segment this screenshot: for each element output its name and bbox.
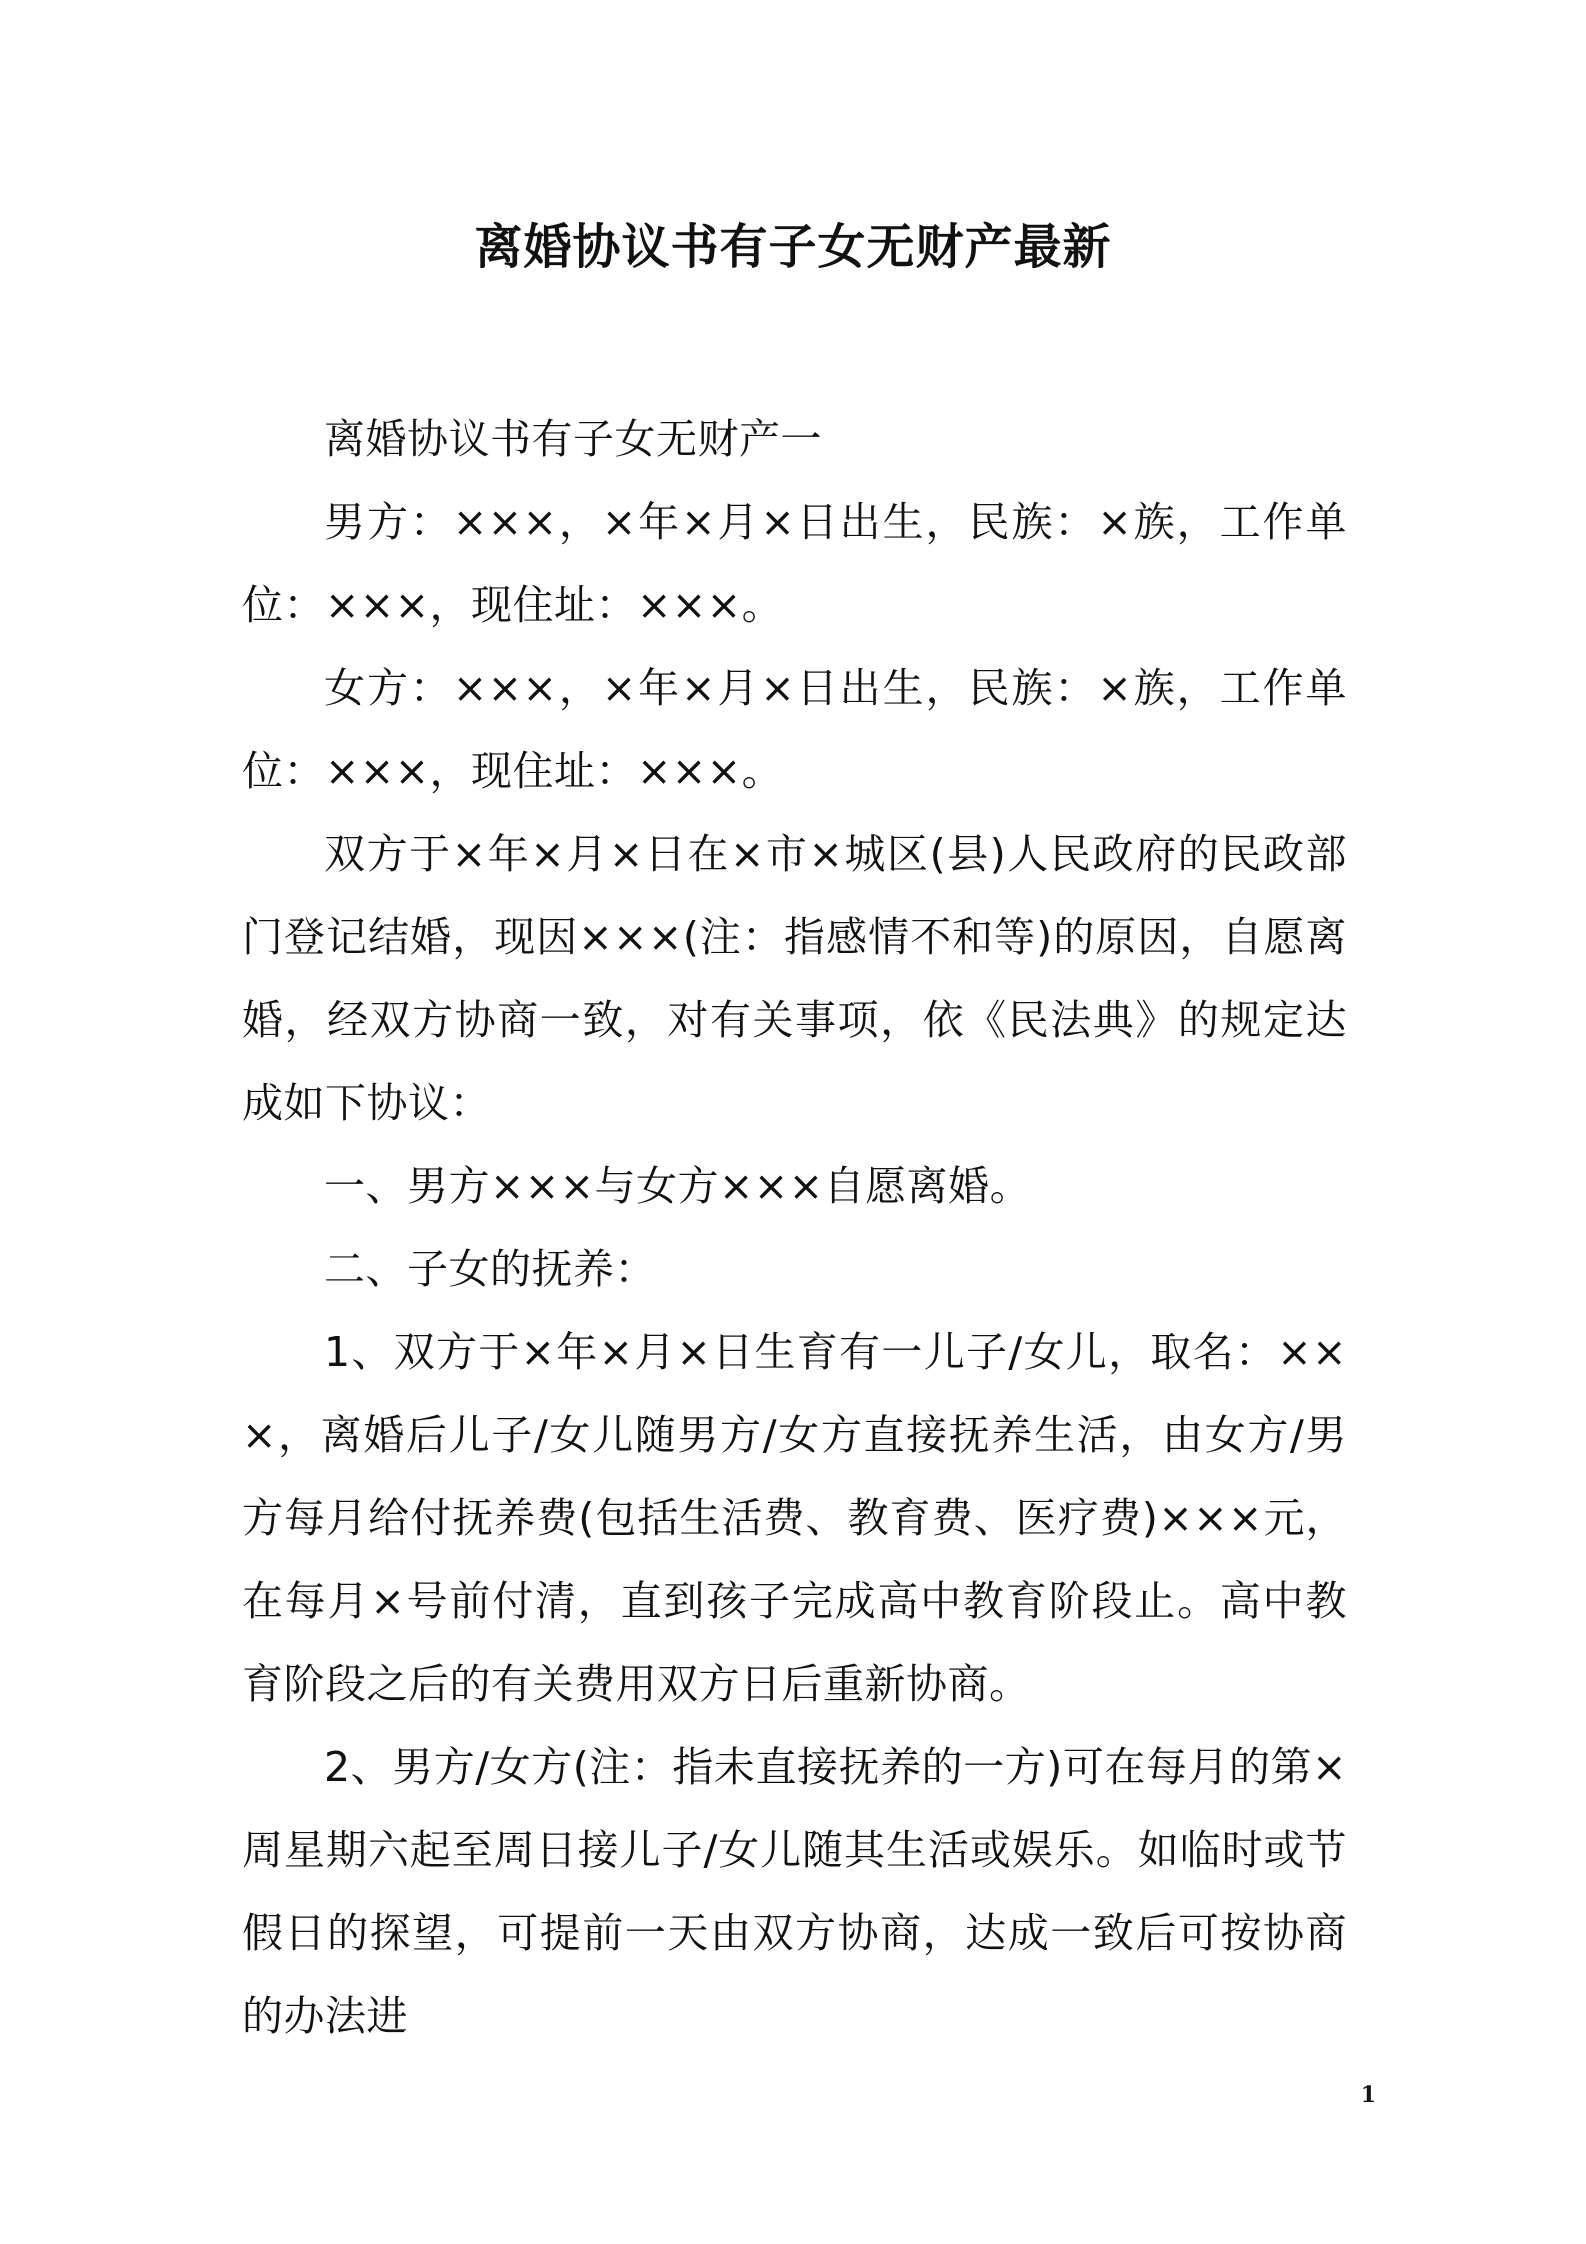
- document-title: 离婚协议书有子女无财产最新: [474, 219, 1112, 275]
- paragraph-male-party: 男方：×××，×年×月×日出生，民族：×族，工作单位：×××，现住址：×××。: [242, 498, 1347, 629]
- paragraph-visitation: 2、男方/女方(注：指未直接抚养的一方)可在每月的第×周星期六起至周日接儿子/女儿随其生活或娱乐。如临时或节假日的探望，可提前一天由双方协商，达成一致后可按协商的办法进: [242, 1743, 1347, 2040]
- paragraph-child-support: 1、双方于×年×月×日生育有一儿子/女儿，取名：×××，离婚后儿子/女儿随男方/女方直接抚养生活，由女方/男方每月给付抚养费(包括生活费、教育费、医疗费)×××元，在每月×号前付清，直到孩子完成高中教育阶段止。高中教育阶段之后的有关费用双方日后重新协商。: [242, 1328, 1347, 1708]
- paragraph-marriage-background: 双方于×年×月×日在×市×城区(县)人民政府的民政部门登记结婚，现因×××(注：指感情不和等)的原因，自愿离婚，经双方协商一致，对有关事项，依《民法典》的规定达成如下协议：: [242, 830, 1347, 1127]
- document-body: [242, 398, 1347, 2058]
- paragraph-female-party: 女方：×××，×年×月×日出生，民族：×族，工作单位：×××，现住址：×××。: [242, 664, 1347, 795]
- page-number: 1: [1360, 2082, 1376, 2108]
- paragraph-clause-two-heading: 二、子女的抚养：: [324, 1245, 656, 1293]
- paragraph-section-heading: 离婚协议书有子女无财产一: [324, 415, 822, 463]
- paragraph-clause-one: 一、男方×××与女方×××自愿离婚。: [324, 1162, 1032, 1210]
